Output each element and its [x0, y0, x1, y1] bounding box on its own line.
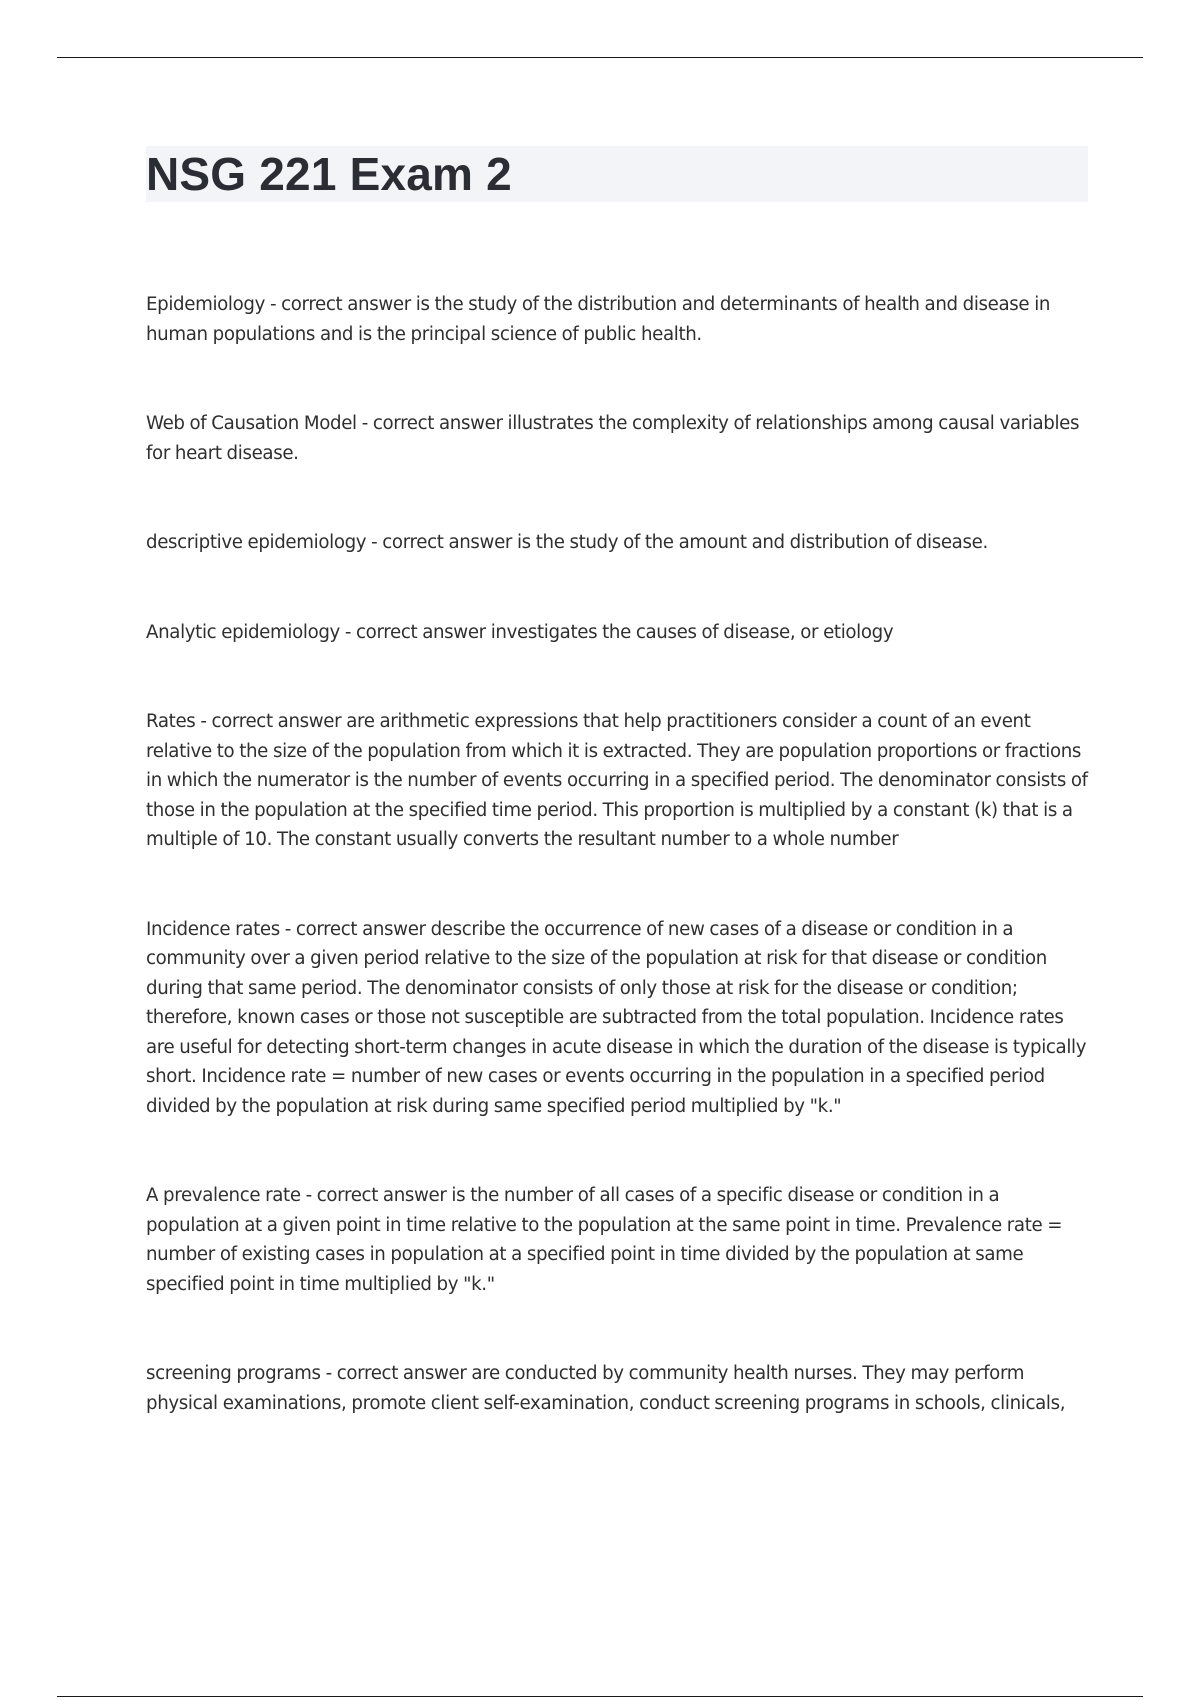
entry-incidence-rates: Incidence rates - correct answer describe the occurrence of new cases of a disease or condition in a community over a given period relative to the size of the population at risk for that disease or condition during that same period. The denominator consists of only those at risk for the disease or condition; therefore, known cases or those not susceptible are subtracted from the total population. Incidence rates are useful for detecting short-term changes in acute disease in which the duration of the disease is typically short. Incidence rate = number of new cases or events occurring in the population in a specified period divided by the population at risk during same specified period multiplied by "k." — [146, 918, 1087, 1117]
entry-epidemiology: Epidemiology - correct answer is the study of the distribution and determinants of health and disease in human populations and is the principal science of public health. — [146, 294, 1051, 345]
title-banner — [146, 146, 1088, 202]
entry-rates: Rates - correct answer are arithmetic expressions that help practitioners consider a count of an event relative to the size of the population from which it is extracted. They are population proportions or fractions in which the numerator is the number of events occurring in a specified period. The denominator consists of those in the population at the specified time period. This proportion is multiplied by a constant (k) that is a multiple of 10. The constant usually converts the resultant number to a whole number — [146, 711, 1088, 850]
entry-descriptive-epidemiology: descriptive epidemiology - correct answer is the study of the amount and distribution of disease. — [146, 532, 988, 553]
top-divider — [57, 57, 1143, 58]
entry-web-of-causation: Web of Causation Model - correct answer illustrates the complexity of relationships among causal variables for heart disease. — [146, 413, 1080, 464]
entry-prevalence-rate: A prevalence rate - correct answer is the number of all cases of a specific disease or condition in a population at a given point in time relative to the population at the same point in time. Prevalence rate = number of existing cases in population at a specified point in time divided by the population at same specified point in time multiplied by "k." — [146, 1185, 1063, 1295]
bottom-divider — [57, 1696, 1143, 1697]
entry-screening-programs: screening programs - correct answer are conducted by community health nurses. They may perform physical examinations, promote client self-examination, conduct screening programs in schools, clinicals, — [146, 1363, 1066, 1414]
document-title: NSG 221 Exam 2 — [146, 148, 512, 200]
entry-analytic-epidemiology: Analytic epidemiology - correct answer investigates the causes of disease, or etiology — [146, 621, 894, 643]
flashcard-list — [146, 290, 1091, 1478]
